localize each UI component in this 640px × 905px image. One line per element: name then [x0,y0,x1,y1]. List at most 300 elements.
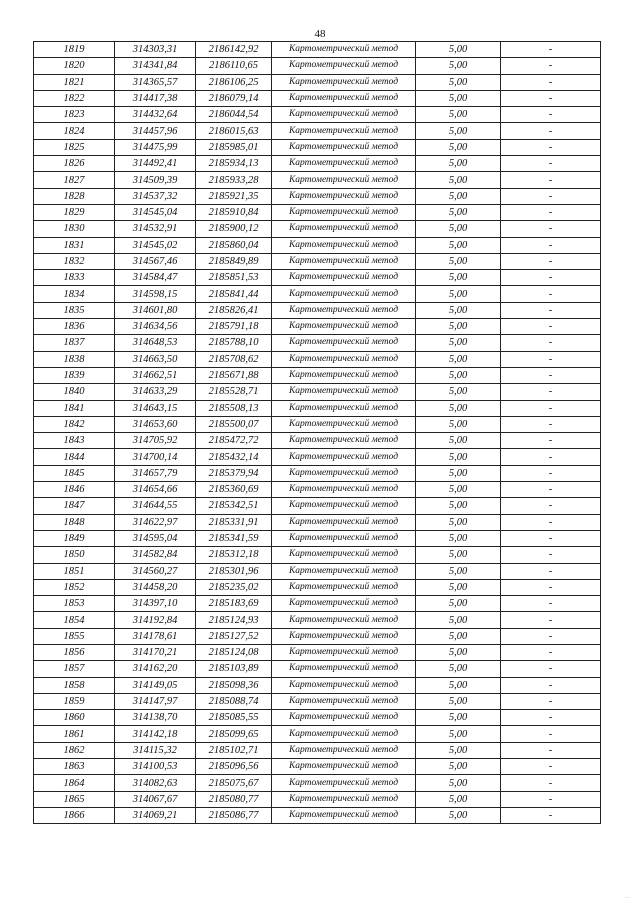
point-number-cell: 1866 [34,807,115,823]
point-number-cell: 1824 [34,123,115,139]
point-number-cell: 1857 [34,661,115,677]
method-cell: Картометрический метод [272,791,416,807]
point-number-cell: 1850 [34,547,115,563]
method-cell: Картометрический метод [272,482,416,498]
accuracy-cell: 5,00 [416,367,501,383]
x-coordinate-cell: 314192,84 [115,612,196,628]
point-number-cell: 1822 [34,90,115,106]
table-row [34,677,601,693]
point-number-cell: 1859 [34,693,115,709]
y-coordinate-cell: 2185500,07 [196,416,272,432]
y-coordinate-cell: 2185102,71 [196,742,272,758]
y-coordinate-cell: 2185331,91 [196,514,272,530]
x-coordinate-cell: 314142,18 [115,726,196,742]
y-coordinate-cell: 2186079,14 [196,90,272,106]
table-row [34,270,601,286]
y-coordinate-cell: 2185921,35 [196,188,272,204]
accuracy-cell: 5,00 [416,42,501,58]
method-cell: Картометрический метод [272,693,416,709]
accuracy-cell: 5,00 [416,139,501,155]
method-cell: Картометрический метод [272,237,416,253]
description-cell: - [501,123,601,139]
table-row [34,791,601,807]
y-coordinate-cell: 2185086,77 [196,807,272,823]
y-coordinate-cell: 2185849,89 [196,253,272,269]
accuracy-cell: 5,00 [416,677,501,693]
method-cell: Картометрический метод [272,188,416,204]
method-cell: Картометрический метод [272,351,416,367]
table-row [34,384,601,400]
method-cell: Картометрический метод [272,270,416,286]
y-coordinate-cell: 2185933,28 [196,172,272,188]
table-row [34,319,601,335]
method-cell: Картометрический метод [272,579,416,595]
x-coordinate-cell: 314458,20 [115,579,196,595]
table-row [34,693,601,709]
point-number-cell: 1855 [34,628,115,644]
table-row [34,514,601,530]
x-coordinate-cell: 314633,29 [115,384,196,400]
description-cell: - [501,237,601,253]
description-cell: - [501,693,601,709]
accuracy-cell: 5,00 [416,482,501,498]
point-number-cell: 1841 [34,400,115,416]
scan-mark: ··· [624,895,630,901]
x-coordinate-cell: 314100,53 [115,759,196,775]
point-number-cell: 1837 [34,335,115,351]
method-cell: Картометрический метод [272,612,416,628]
method-cell: Картометрический метод [272,42,416,58]
x-coordinate-cell: 314475,99 [115,139,196,155]
accuracy-cell: 5,00 [416,302,501,318]
x-coordinate-cell: 314149,05 [115,677,196,693]
description-cell: - [501,807,601,823]
accuracy-cell: 5,00 [416,416,501,432]
accuracy-cell: 5,00 [416,661,501,677]
table-row [34,416,601,432]
method-cell: Картометрический метод [272,58,416,74]
table-row [34,367,601,383]
x-coordinate-cell: 314595,04 [115,530,196,546]
method-cell: Картометрический метод [272,433,416,449]
method-cell: Картометрический метод [272,139,416,155]
description-cell: - [501,188,601,204]
x-coordinate-cell: 314705,92 [115,433,196,449]
y-coordinate-cell: 2185342,51 [196,498,272,514]
x-coordinate-cell: 314069,21 [115,807,196,823]
x-coordinate-cell: 314509,39 [115,172,196,188]
method-cell: Картометрический метод [272,221,416,237]
y-coordinate-cell: 2185127,52 [196,628,272,644]
table-row [34,188,601,204]
accuracy-cell: 5,00 [416,807,501,823]
accuracy-cell: 5,00 [416,742,501,758]
x-coordinate-cell: 314653,60 [115,416,196,432]
y-coordinate-cell: 2186142,92 [196,42,272,58]
description-cell: - [501,677,601,693]
y-coordinate-cell: 2185860,04 [196,237,272,253]
x-coordinate-cell: 314162,20 [115,661,196,677]
description-cell: - [501,221,601,237]
accuracy-cell: 5,00 [416,530,501,546]
accuracy-cell: 5,00 [416,188,501,204]
y-coordinate-cell: 2186015,63 [196,123,272,139]
description-cell: - [501,791,601,807]
point-number-cell: 1849 [34,530,115,546]
y-coordinate-cell: 2185088,74 [196,693,272,709]
y-coordinate-cell: 2185080,77 [196,791,272,807]
method-cell: Картометрический метод [272,302,416,318]
accuracy-cell: 5,00 [416,319,501,335]
y-coordinate-cell: 2185851,53 [196,270,272,286]
method-cell: Картометрический метод [272,156,416,172]
x-coordinate-cell: 314492,41 [115,156,196,172]
description-cell: - [501,172,601,188]
description-cell: - [501,433,601,449]
description-cell: - [501,139,601,155]
method-cell: Картометрический метод [272,74,416,90]
table-row [34,661,601,677]
accuracy-cell: 5,00 [416,58,501,74]
table-row [34,400,601,416]
y-coordinate-cell: 2185985,01 [196,139,272,155]
point-number-cell: 1826 [34,156,115,172]
y-coordinate-cell: 2185826,41 [196,302,272,318]
x-coordinate-cell: 314545,04 [115,204,196,220]
method-cell: Картометрический метод [272,677,416,693]
x-coordinate-cell: 314417,38 [115,90,196,106]
point-number-cell: 1846 [34,482,115,498]
description-cell: - [501,384,601,400]
method-cell: Картометрический метод [272,204,416,220]
y-coordinate-cell: 2185085,55 [196,710,272,726]
table-row [34,42,601,58]
table-row [34,579,601,595]
description-cell: - [501,286,601,302]
x-coordinate-cell: 314432,64 [115,107,196,123]
y-coordinate-cell: 2185312,18 [196,547,272,563]
accuracy-cell: 5,00 [416,74,501,90]
y-coordinate-cell: 2185183,69 [196,596,272,612]
accuracy-cell: 5,00 [416,514,501,530]
method-cell: Картометрический метод [272,253,416,269]
y-coordinate-cell: 2185508,13 [196,400,272,416]
description-cell: - [501,498,601,514]
description-cell: - [501,253,601,269]
x-coordinate-cell: 314622,97 [115,514,196,530]
method-cell: Картометрический метод [272,726,416,742]
accuracy-cell: 5,00 [416,400,501,416]
accuracy-cell: 5,00 [416,351,501,367]
x-coordinate-cell: 314178,61 [115,628,196,644]
table-row [34,498,601,514]
description-cell: - [501,90,601,106]
table-row [34,335,601,351]
description-cell: - [501,449,601,465]
accuracy-cell: 5,00 [416,759,501,775]
accuracy-cell: 5,00 [416,628,501,644]
method-cell: Картометрический метод [272,759,416,775]
x-coordinate-cell: 314582,84 [115,547,196,563]
method-cell: Картометрический метод [272,775,416,791]
point-number-cell: 1827 [34,172,115,188]
description-cell: - [501,156,601,172]
accuracy-cell: 5,00 [416,579,501,595]
table-row [34,286,601,302]
method-cell: Картометрический метод [272,449,416,465]
y-coordinate-cell: 2185075,67 [196,775,272,791]
description-cell: - [501,465,601,481]
accuracy-cell: 5,00 [416,237,501,253]
accuracy-cell: 5,00 [416,449,501,465]
point-number-cell: 1863 [34,759,115,775]
method-cell: Картометрический метод [272,319,416,335]
x-coordinate-cell: 314537,32 [115,188,196,204]
point-number-cell: 1830 [34,221,115,237]
point-number-cell: 1858 [34,677,115,693]
accuracy-cell: 5,00 [416,286,501,302]
point-number-cell: 1853 [34,596,115,612]
table-row [34,58,601,74]
description-cell: - [501,107,601,123]
method-cell: Картометрический метод [272,384,416,400]
description-cell: - [501,644,601,660]
table-row [34,156,601,172]
table-row [34,433,601,449]
accuracy-cell: 5,00 [416,563,501,579]
x-coordinate-cell: 314598,15 [115,286,196,302]
table-row [34,628,601,644]
y-coordinate-cell: 2185528,71 [196,384,272,400]
method-cell: Картометрический метод [272,123,416,139]
accuracy-cell: 5,00 [416,90,501,106]
coordinates-table [33,41,601,824]
point-number-cell: 1865 [34,791,115,807]
point-number-cell: 1825 [34,139,115,155]
table-row [34,172,601,188]
x-coordinate-cell: 314303,31 [115,42,196,58]
method-cell: Картометрический метод [272,563,416,579]
table-row [34,221,601,237]
description-cell: - [501,759,601,775]
accuracy-cell: 5,00 [416,693,501,709]
accuracy-cell: 5,00 [416,221,501,237]
description-cell: - [501,302,601,318]
point-number-cell: 1856 [34,644,115,660]
point-number-cell: 1828 [34,188,115,204]
table-row [34,90,601,106]
y-coordinate-cell: 2185841,44 [196,286,272,302]
point-number-cell: 1864 [34,775,115,791]
table-row [34,775,601,791]
description-cell: - [501,661,601,677]
x-coordinate-cell: 314663,50 [115,351,196,367]
table-row [34,807,601,823]
accuracy-cell: 5,00 [416,384,501,400]
point-number-cell: 1860 [34,710,115,726]
table-row [34,74,601,90]
point-number-cell: 1845 [34,465,115,481]
point-number-cell: 1847 [34,498,115,514]
y-coordinate-cell: 2185910,84 [196,204,272,220]
y-coordinate-cell: 2185341,59 [196,530,272,546]
accuracy-cell: 5,00 [416,253,501,269]
table-row [34,123,601,139]
method-cell: Картометрический метод [272,498,416,514]
method-cell: Картометрический метод [272,90,416,106]
method-cell: Картометрический метод [272,628,416,644]
accuracy-cell: 5,00 [416,156,501,172]
point-number-cell: 1854 [34,612,115,628]
point-number-cell: 1839 [34,367,115,383]
x-coordinate-cell: 314457,96 [115,123,196,139]
description-cell: - [501,351,601,367]
accuracy-cell: 5,00 [416,547,501,563]
description-cell: - [501,482,601,498]
table-row [34,612,601,628]
y-coordinate-cell: 2185360,69 [196,482,272,498]
point-number-cell: 1834 [34,286,115,302]
y-coordinate-cell: 2186044,54 [196,107,272,123]
description-cell: - [501,416,601,432]
method-cell: Картометрический метод [272,530,416,546]
x-coordinate-cell: 314397,10 [115,596,196,612]
method-cell: Картометрический метод [272,710,416,726]
y-coordinate-cell: 2185301,96 [196,563,272,579]
point-number-cell: 1829 [34,204,115,220]
x-coordinate-cell: 314634,56 [115,319,196,335]
table-row [34,742,601,758]
description-cell: - [501,612,601,628]
method-cell: Картометрический метод [272,335,416,351]
table-row [34,449,601,465]
point-number-cell: 1848 [34,514,115,530]
table-row [34,482,601,498]
point-number-cell: 1819 [34,42,115,58]
x-coordinate-cell: 314082,63 [115,775,196,791]
description-cell: - [501,742,601,758]
y-coordinate-cell: 2185900,12 [196,221,272,237]
table-row [34,530,601,546]
table-row [34,302,601,318]
method-cell: Картометрический метод [272,400,416,416]
y-coordinate-cell: 2185708,62 [196,351,272,367]
method-cell: Картометрический метод [272,547,416,563]
y-coordinate-cell: 2186106,25 [196,74,272,90]
accuracy-cell: 5,00 [416,204,501,220]
x-coordinate-cell: 314365,57 [115,74,196,90]
y-coordinate-cell: 2185671,88 [196,367,272,383]
method-cell: Картометрический метод [272,172,416,188]
point-number-cell: 1823 [34,107,115,123]
method-cell: Картометрический метод [272,596,416,612]
point-number-cell: 1831 [34,237,115,253]
x-coordinate-cell: 314567,46 [115,253,196,269]
coordinates-table-body [34,42,601,824]
x-coordinate-cell: 314170,21 [115,644,196,660]
description-cell: - [501,367,601,383]
x-coordinate-cell: 314657,79 [115,465,196,481]
method-cell: Картометрический метод [272,107,416,123]
accuracy-cell: 5,00 [416,107,501,123]
accuracy-cell: 5,00 [416,775,501,791]
x-coordinate-cell: 314532,91 [115,221,196,237]
method-cell: Картометрический метод [272,367,416,383]
x-coordinate-cell: 314584,47 [115,270,196,286]
y-coordinate-cell: 2185472,72 [196,433,272,449]
accuracy-cell: 5,00 [416,612,501,628]
point-number-cell: 1833 [34,270,115,286]
x-coordinate-cell: 314115,32 [115,742,196,758]
accuracy-cell: 5,00 [416,710,501,726]
point-number-cell: 1832 [34,253,115,269]
accuracy-cell: 5,00 [416,335,501,351]
description-cell: - [501,270,601,286]
point-number-cell: 1852 [34,579,115,595]
accuracy-cell: 5,00 [416,123,501,139]
table-row [34,351,601,367]
description-cell: - [501,42,601,58]
table-row [34,253,601,269]
table-row [34,710,601,726]
point-number-cell: 1821 [34,74,115,90]
description-cell: - [501,335,601,351]
y-coordinate-cell: 2185235,02 [196,579,272,595]
y-coordinate-cell: 2186110,65 [196,58,272,74]
method-cell: Картометрический метод [272,644,416,660]
description-cell: - [501,74,601,90]
x-coordinate-cell: 314560,27 [115,563,196,579]
method-cell: Картометрический метод [272,742,416,758]
y-coordinate-cell: 2185791,18 [196,319,272,335]
page-number: 48 [314,28,326,40]
y-coordinate-cell: 2185096,56 [196,759,272,775]
description-cell: - [501,58,601,74]
point-number-cell: 1842 [34,416,115,432]
point-number-cell: 1862 [34,742,115,758]
method-cell: Картометрический метод [272,807,416,823]
point-number-cell: 1835 [34,302,115,318]
table-row [34,139,601,155]
table-row [34,726,601,742]
description-cell: - [501,204,601,220]
point-number-cell: 1844 [34,449,115,465]
table-row [34,547,601,563]
y-coordinate-cell: 2185379,94 [196,465,272,481]
description-cell: - [501,628,601,644]
x-coordinate-cell: 314341,84 [115,58,196,74]
x-coordinate-cell: 314662,51 [115,367,196,383]
description-cell: - [501,710,601,726]
point-number-cell: 1861 [34,726,115,742]
description-cell: - [501,563,601,579]
x-coordinate-cell: 314067,67 [115,791,196,807]
point-number-cell: 1836 [34,319,115,335]
y-coordinate-cell: 2185103,89 [196,661,272,677]
description-cell: - [501,400,601,416]
point-number-cell: 1820 [34,58,115,74]
accuracy-cell: 5,00 [416,791,501,807]
method-cell: Картометрический метод [272,661,416,677]
description-cell: - [501,596,601,612]
point-number-cell: 1843 [34,433,115,449]
y-coordinate-cell: 2185934,13 [196,156,272,172]
accuracy-cell: 5,00 [416,644,501,660]
y-coordinate-cell: 2185099,65 [196,726,272,742]
x-coordinate-cell: 314654,66 [115,482,196,498]
method-cell: Картометрический метод [272,416,416,432]
x-coordinate-cell: 314601,80 [115,302,196,318]
